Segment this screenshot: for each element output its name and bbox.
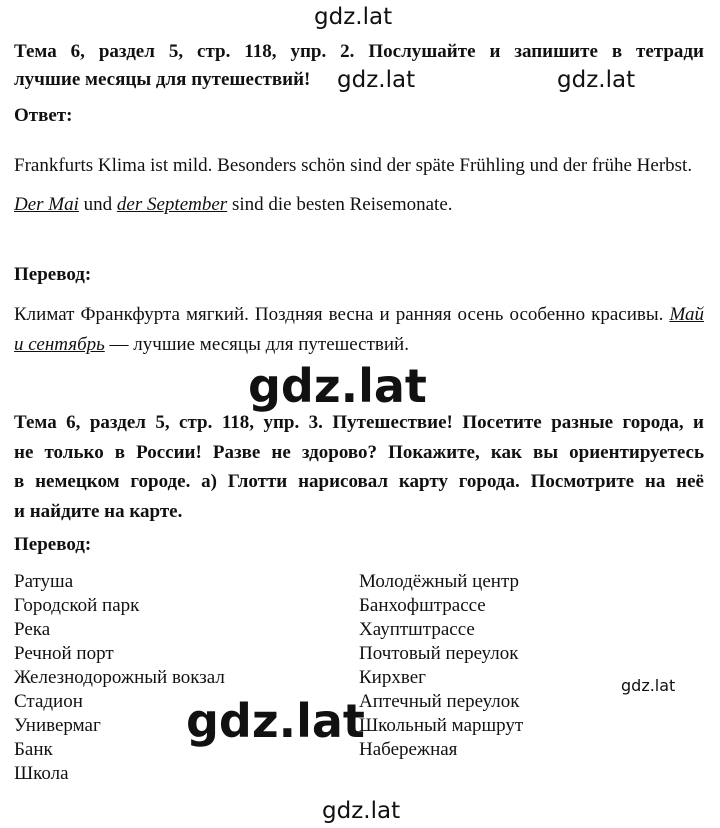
watermark-big-lower: gdz.lat bbox=[186, 694, 365, 748]
translation-list-left bbox=[14, 570, 225, 786]
list-item: Городской парк bbox=[14, 595, 140, 616]
list-item: Банхофштрассе bbox=[359, 595, 486, 616]
task2-heading-line2: не только в России! Разве не здорово? Покажите, как вы ориентируетесь bbox=[14, 441, 704, 463]
watermark-big-middle: gdz.lat bbox=[248, 359, 427, 413]
answer-text-part2: sind die besten Reisemonate. bbox=[227, 194, 453, 215]
list-item: Банк bbox=[14, 739, 53, 760]
translation-label-2: Перевод: bbox=[14, 534, 92, 555]
translation-paragraph bbox=[14, 300, 704, 360]
translation-text-part1: Климат Франкфурта мягкий. Поздняя весна и ранняя осень особенно красивы. bbox=[14, 304, 670, 325]
list-item: Школьный маршрут bbox=[359, 715, 524, 736]
list-item: Ратуша bbox=[14, 571, 74, 592]
watermark-small-right: gdz.lat bbox=[621, 676, 676, 695]
watermark-top: gdz.lat bbox=[314, 4, 393, 30]
list-item: Речной порт bbox=[14, 643, 114, 664]
answer-text-and: und bbox=[78, 194, 117, 215]
list-item: Аптечный переулок bbox=[359, 691, 520, 712]
list-item: Школа bbox=[14, 763, 69, 784]
list-item: Молодёжный центр bbox=[359, 571, 519, 592]
answer-label: Ответ: bbox=[14, 105, 73, 126]
translation-label-1: Перевод: bbox=[14, 264, 92, 285]
watermark-inline-a: gdz.lat bbox=[337, 67, 416, 93]
list-item: Хауптштрассе bbox=[359, 619, 475, 640]
answer-month-may: Der Mai bbox=[14, 194, 79, 215]
translation-months: Май и сентябрь bbox=[14, 304, 704, 355]
watermark-bottom: gdz.lat bbox=[322, 798, 401, 824]
list-item: Железнодорожный вокзал bbox=[14, 667, 225, 688]
answer-month-september: der September bbox=[116, 194, 228, 215]
answer-paragraph bbox=[14, 146, 704, 224]
task2-heading-line3: в немецком городе. а) Глотти нарисовал карту города. Посмотрите на неё bbox=[14, 471, 704, 492]
answer-text-part1: Frankfurts Klima ist mild. Besonders schön sind der späte Frühling und der frühe Herbst. bbox=[14, 155, 693, 176]
watermark-inline-b: gdz.lat bbox=[557, 67, 636, 93]
task2-heading-line4: и найдите на карте. bbox=[14, 500, 183, 522]
list-item: Почтовый переулок bbox=[359, 643, 519, 664]
list-item: Река bbox=[14, 619, 51, 640]
list-item: Набережная bbox=[359, 739, 458, 760]
list-item: Универмаг bbox=[14, 715, 101, 736]
translation-text-part2: — лучшие месяцы для путешествий. bbox=[104, 334, 409, 355]
task2-heading-line1: Тема 6, раздел 5, стр. 118, упр. 3. Путешествие! Посетите разные города, и bbox=[14, 412, 704, 433]
task1-heading-line1: Тема 6, раздел 5, стр. 118, упр. 2. Послушайте и запишите в тетради bbox=[14, 41, 704, 62]
task1-heading-line2: лучшие месяцы для путешествий! bbox=[14, 69, 311, 90]
task2-heading bbox=[14, 408, 704, 526]
translation-list-right bbox=[359, 570, 523, 762]
list-item: Стадион bbox=[14, 691, 83, 712]
list-item: Кирхвег bbox=[359, 667, 426, 688]
